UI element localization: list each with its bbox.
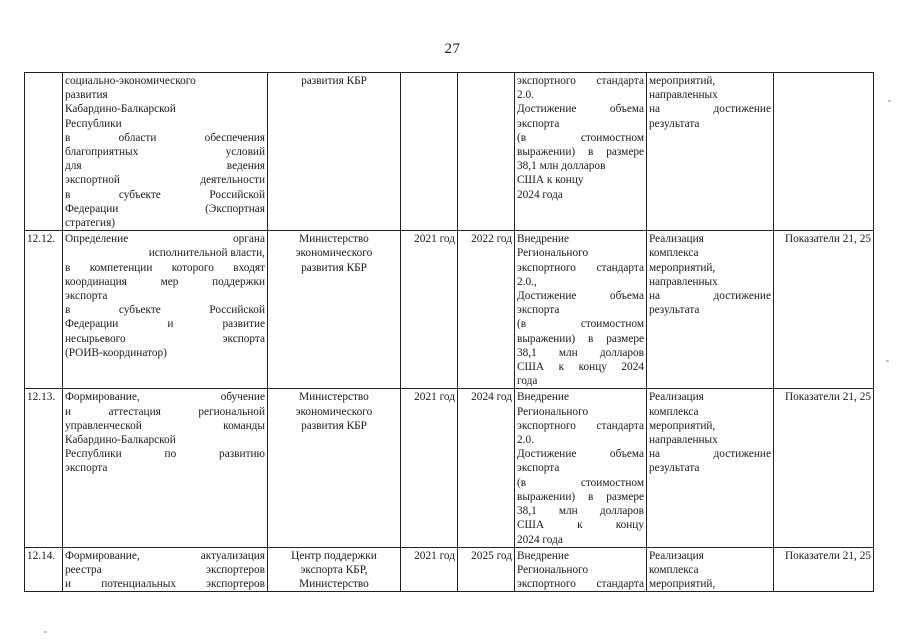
result-line: Регионального [517,247,589,260]
event-line: Определение органа [65,233,265,246]
result-line: Регионального [517,405,589,418]
executor-cell [268,547,401,592]
result-cell [515,389,647,547]
table-row [25,231,874,389]
measures-line: результата [649,304,700,317]
result-line: выражении) в размере [517,332,644,345]
measures-line: на достижение [649,103,771,116]
result-line: США к концу [517,174,584,187]
executor-line: Министерство [299,233,369,246]
indicators-cell: Показатели 21, 25 [774,547,874,592]
event-line: Федерации (Экспортная [65,202,265,215]
event-line: развития [65,89,108,102]
event-line: стратегия) [65,217,116,230]
end-year-cell [458,73,515,231]
result-line: (в стоимостном [517,476,644,489]
result-line: (в стоимостном [517,318,644,331]
measures-line: результата [649,462,700,475]
event-line: управленческой команды [65,419,265,432]
result-line: Достижение объема [517,448,644,461]
executor-cell [268,231,401,389]
measures-line: мероприятий, [649,578,716,591]
event-line: в субъекте Российской [65,188,265,201]
measures-line: направленных [649,434,718,447]
result-line: 2024 года [517,188,563,201]
item-number: 12.14. [25,547,63,592]
result-line: 2.0. [517,434,534,447]
event-line: экспортной деятельности [65,174,265,187]
result-line: экспортного стандарта [517,419,644,432]
executor-line: экономического [295,247,373,260]
event-line: реестра экспортеров [65,563,265,576]
measures-table [24,72,874,592]
result-line: Достижение объема [517,290,644,303]
executor-line: Центр поддержки [291,549,377,562]
measures-line: комплекса [649,563,699,576]
executor-line: Министерство [299,578,369,591]
end-year-cell: 2024 год [458,389,515,547]
measures-line: направленных [649,89,718,102]
event-cell [63,73,268,231]
event-line: Формирование, актуализация [65,549,265,562]
event-line: Республики [65,117,122,130]
indicators-cell [774,73,874,231]
result-line: 38,1 млн долларов [517,160,606,173]
indicators-cell: Показатели 21, 25 [774,389,874,547]
event-line: в области обеспечения [65,131,265,144]
result-line: США к концу [517,519,644,532]
executor-line: экономического [295,405,373,418]
event-cell [63,231,268,389]
event-line: и аттестация региональной [65,405,265,418]
event-line: исполнительной власти, [148,247,265,260]
item-number: 12.12. [25,231,63,389]
event-line: экспорта [65,290,108,303]
scan-speck [44,631,47,633]
event-line: благоприятных условий [65,146,265,159]
table-row [25,73,874,231]
event-line: социально-экономического [65,75,196,87]
result-line: США к концу 2024 [517,361,644,374]
result-line: 38,1 млн долларов [517,346,644,359]
executor-cell [268,73,401,231]
result-line: 2.0., [517,275,537,288]
event-line: экспорта [65,462,108,475]
result-cell [515,231,647,389]
event-cell [63,389,268,547]
event-cell [63,547,268,592]
event-line: (РОИВ-координатор) [65,346,167,359]
event-line: координация мер поддержки [65,275,265,288]
result-line: экспортного стандарта [517,261,644,274]
end-year-cell: 2025 год [458,547,515,592]
result-line: года [517,375,538,388]
result-line: экспорта [517,304,560,317]
scan-speck [886,360,889,362]
indicators-cell: Показатели 21, 25 [774,231,874,389]
table-row [25,547,874,592]
measures-line: на достижение [649,290,771,303]
measures-line: направленных [649,275,718,288]
item-number: 12.13. [25,389,63,547]
end-year-cell: 2022 год [458,231,515,389]
event-line: Республики по развитию [65,448,265,461]
result-cell [515,547,647,592]
measures-line: результата [649,117,700,130]
result-line: выражении) в размере [517,146,644,159]
measures-line: мероприятий, [649,261,716,274]
event-line: Кабардино-Балкарской [65,434,176,447]
result-line: экспорта [517,462,560,475]
event-line: в субъекте Российской [65,304,265,317]
result-line: Внедрение [517,233,569,246]
result-line: (в стоимостном [517,131,644,144]
event-line: и потенциальных экспортеров [65,578,265,591]
executor-line: развития КБР [301,419,367,432]
result-line: 2024 года [517,533,563,546]
result-cell [515,73,647,231]
result-line: Внедрение [517,549,569,562]
measures-line: мероприятий, [649,75,716,87]
event-line: в компетенции которого входят [65,261,265,274]
measures-line: Реализация [649,391,704,404]
start-year-cell: 2021 год [401,547,458,592]
result-line: Достижение объема [517,103,644,116]
measures-line: на достижение [649,448,771,461]
start-year-cell [401,73,458,231]
executor-line: развития КБР [301,261,367,274]
start-year-cell: 2021 год [401,389,458,547]
result-line: выражении) в размере [517,490,644,503]
event-line: для ведения [65,160,265,173]
executor-line: развития КБР [301,75,367,87]
measures-cell [647,231,774,389]
event-line: Формирование, обучение [65,391,265,404]
measures-line: комплекса [649,405,699,418]
event-line: Кабардино-Балкарской [65,103,176,116]
measures-cell [647,547,774,592]
measures-line: Реализация [649,233,704,246]
measures-line: Реализация [649,549,704,562]
result-line: экспортного стандарта [517,578,644,591]
scan-speck [888,100,891,102]
result-line: экспортного стандарта [517,75,644,87]
executor-cell [268,389,401,547]
result-line: экспорта [517,117,560,130]
result-line: Регионального [517,563,589,576]
result-line: 38,1 млн долларов [517,505,644,518]
result-line: 2.0. [517,89,534,102]
event-line: несырьевого экспорта [65,332,265,345]
page-number: 27 [444,41,461,57]
result-line: Внедрение [517,391,569,404]
executor-line: Министерство [299,391,369,404]
executor-line: экспорта КБР, [300,563,368,576]
measures-cell [647,73,774,231]
event-line: Федерации и развитие [65,318,265,331]
item-number [25,73,63,231]
measures-line: комплекса [649,247,699,260]
table-row [25,389,874,547]
measures-cell [647,389,774,547]
start-year-cell: 2021 год [401,231,458,389]
measures-line: мероприятий, [649,419,716,432]
